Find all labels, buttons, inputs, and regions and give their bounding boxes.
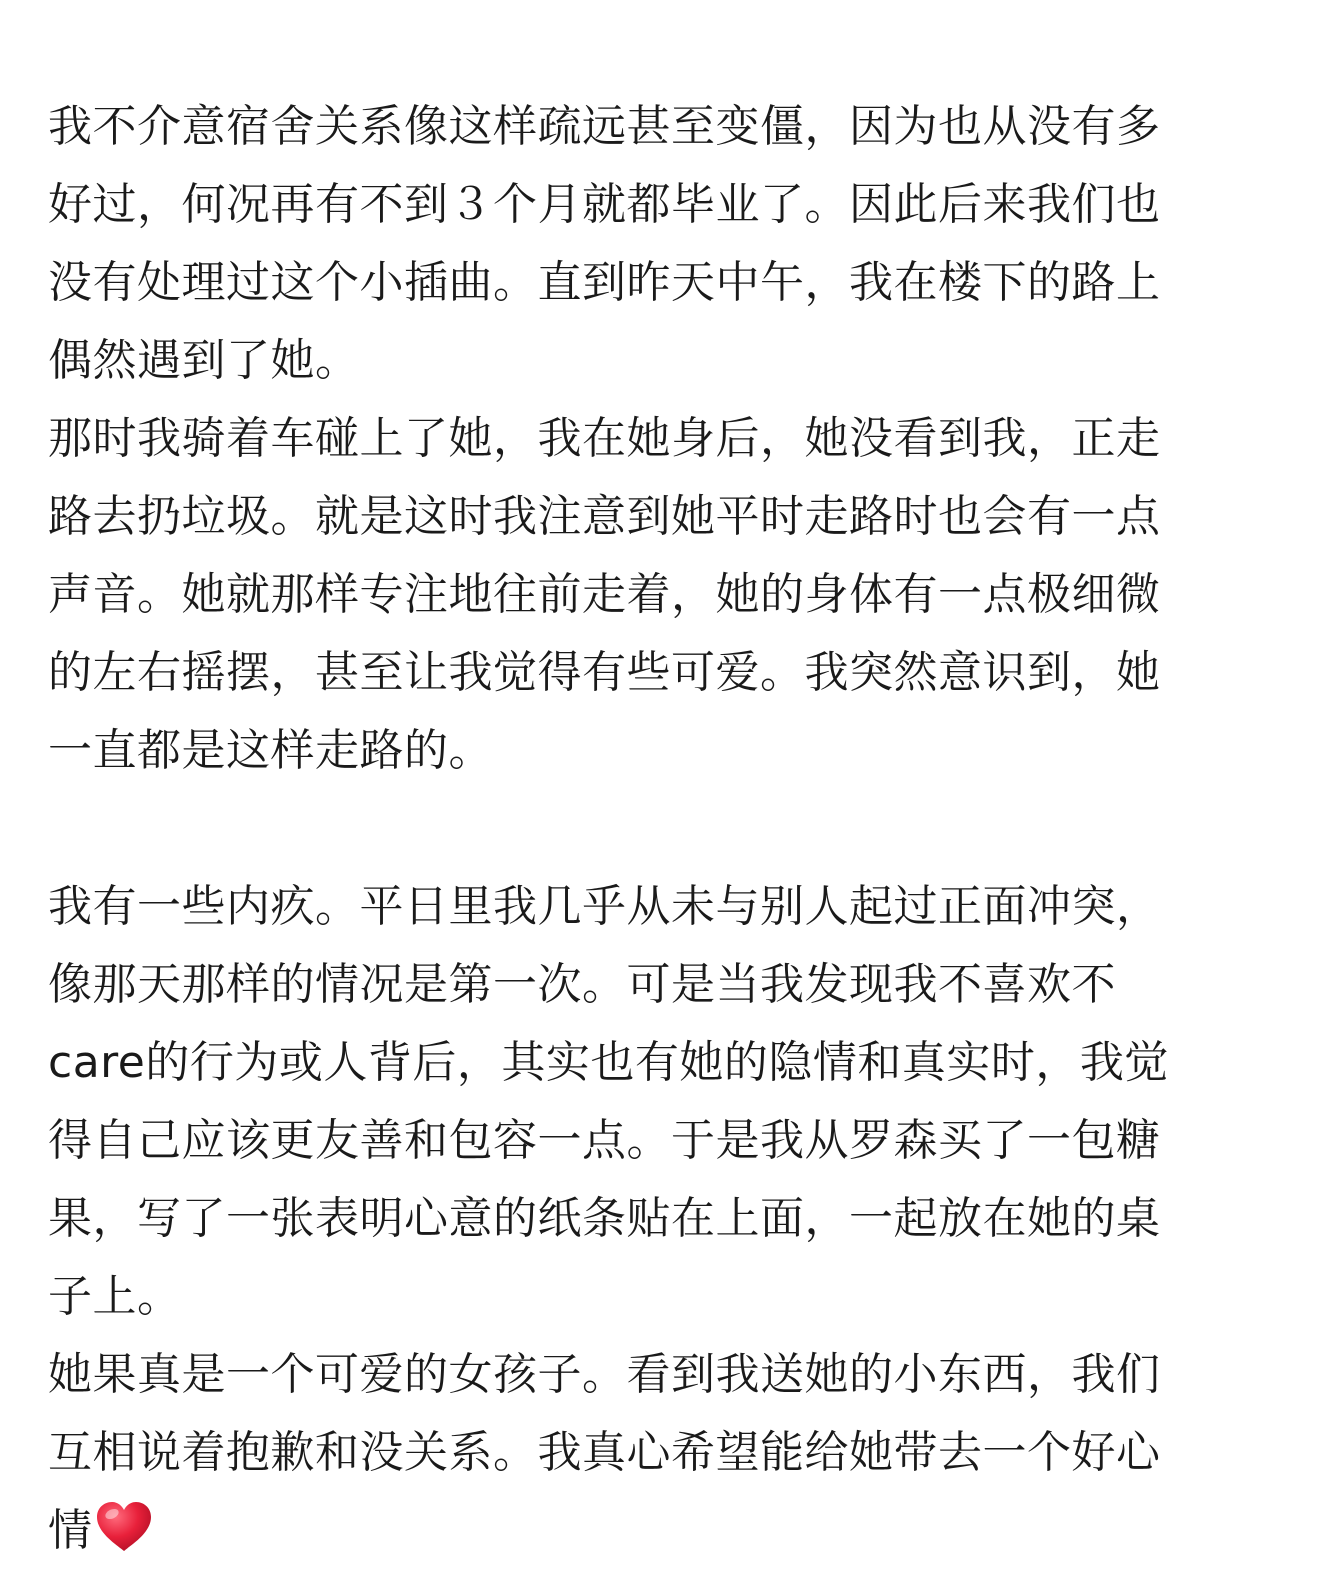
text-line: care的行为或人背后，其实也有她的隐情和真实时，我觉 <box>48 1037 1169 1088</box>
post-body <box>48 88 1248 1570</box>
text-line: 没有处理过这个小插曲。直到昨天中午，我在楼下的路上 <box>48 257 1161 308</box>
text-line: 路去扔垃圾。就是这时我注意到她平时走路时也会有一点 <box>48 491 1161 542</box>
text-line: 一直都是这样走路的。 <box>48 725 493 776</box>
text-line: 声音。她就那样专注地往前走着，她的身体有一点极细微 <box>48 569 1161 620</box>
text-line: 那时我骑着车碰上了她，我在她身后，她没看到我，正走 <box>48 413 1161 464</box>
text-line: 好过，何况再有不到３个月就都毕业了。因此后来我们也 <box>48 179 1161 230</box>
text-line: 子上。 <box>48 1271 182 1322</box>
text-line: 得自己应该更友善和包容一点。于是我从罗森买了一包糖 <box>48 1115 1161 1166</box>
text-line: 的左右摇摆，甚至让我觉得有些可爱。我突然意识到，她 <box>48 647 1161 698</box>
text-line: 像那天那样的情况是第一次。可是当我发现我不喜欢不 <box>48 959 1116 1010</box>
text-line-end: 情 <box>48 1505 93 1556</box>
text-line: 我有一些内疚。平日里我几乎从未与别人起过正面冲突， <box>48 881 1161 932</box>
paragraph-spacer <box>48 790 1248 868</box>
text-line: 果，写了一张表明心意的纸条贴在上面，一起放在她的桌 <box>48 1193 1161 1244</box>
text-line: 她果真是一个可爱的女孩子。看到我送她的小东西，我们 <box>48 1349 1161 1400</box>
last-line <box>48 1492 1248 1570</box>
text-line: 我不介意宿舍关系像这样疏远甚至变僵，因为也从没有多 <box>48 101 1161 152</box>
text-line: 互相说着抱歉和没关系。我真心希望能给她带去一个好心 <box>48 1427 1161 1478</box>
text-line: 偶然遇到了她。 <box>48 335 360 386</box>
red-heart-icon <box>95 1501 153 1553</box>
